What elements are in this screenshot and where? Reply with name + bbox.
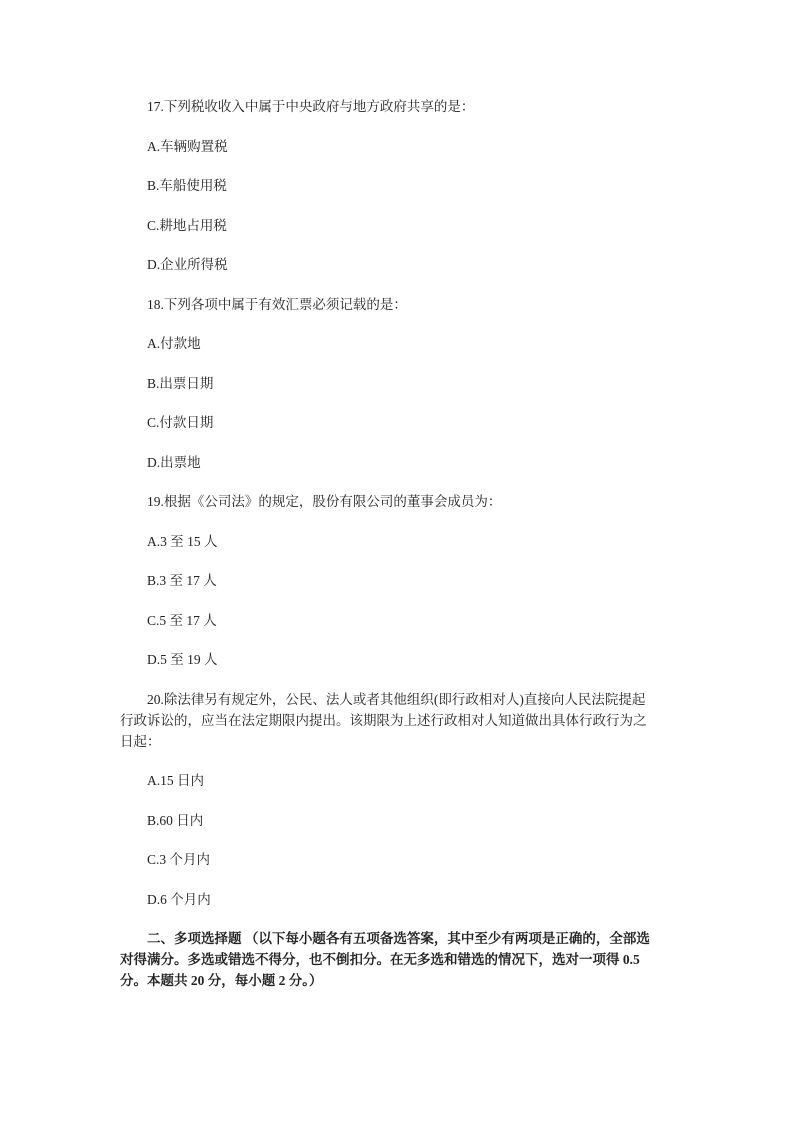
question-20-option-c: C.3 个月内 xyxy=(147,852,211,867)
section-2-heading-line: 二、多项选择题 （以下每小题各有五项备选答案，其中至少有两项是正确的，全部选 xyxy=(147,931,650,946)
question-20-stem-line: 日起： xyxy=(120,733,161,749)
question-17-option-d: D.企业所得税 xyxy=(147,257,228,272)
question-19-option-a: A.3 至 15 人 xyxy=(147,533,218,549)
question-18-stem: 18.下列各项中属于有效汇票必须记载的是： xyxy=(147,296,407,312)
section-2-heading xyxy=(120,928,794,991)
question-17-stem: 17.下列税收收入中属于中央政府与地方政府共享的是： xyxy=(147,99,475,114)
section-2-heading-line: 分。本题共 20 分，每小题 2 分。） xyxy=(120,973,323,988)
question-18-option-b: B.出票日期 xyxy=(147,375,214,391)
question-18-option-d: D.出票地 xyxy=(147,454,201,470)
question-18-option-c: C.付款日期 xyxy=(147,415,214,430)
question-17-option-b: B.车船使用税 xyxy=(147,178,227,193)
section-2-heading-line: 对得满分。多选或错选不得分，也不倒扣分。在无多选和错选的情况下，选对一项得 0.5 xyxy=(120,952,640,967)
question-19-option-c: C.5 至 17 人 xyxy=(147,612,217,628)
question-17-option-c: C.耕地占用税 xyxy=(147,217,227,233)
question-20-option-d: D.6 个月内 xyxy=(147,891,211,907)
question-19-option-b: B.3 至 17 人 xyxy=(147,573,217,588)
question-17-option-a: A.车辆购置税 xyxy=(147,138,228,154)
question-20-stem-line: 20.除法律另有规定外，公民、法人或者其他组织(即行政相对人)直接向人民法院提起 xyxy=(147,691,646,707)
question-20-option-a: A.15 日内 xyxy=(147,773,204,788)
question-18-option-a: A.付款地 xyxy=(147,336,201,351)
question-20-stem-line: 行政诉讼的，应当在法定期限内提出。该期限为上述行政相对人知道做出具体行政行为之 xyxy=(120,712,647,728)
question-20-stem xyxy=(120,689,794,752)
question-19-stem: 19.根据《公司法》的规定，股份有限公司的董事会成员为： xyxy=(147,494,502,509)
question-19-option-d: D.5 至 19 人 xyxy=(147,652,218,667)
question-20-option-b: B.60 日内 xyxy=(147,812,204,828)
